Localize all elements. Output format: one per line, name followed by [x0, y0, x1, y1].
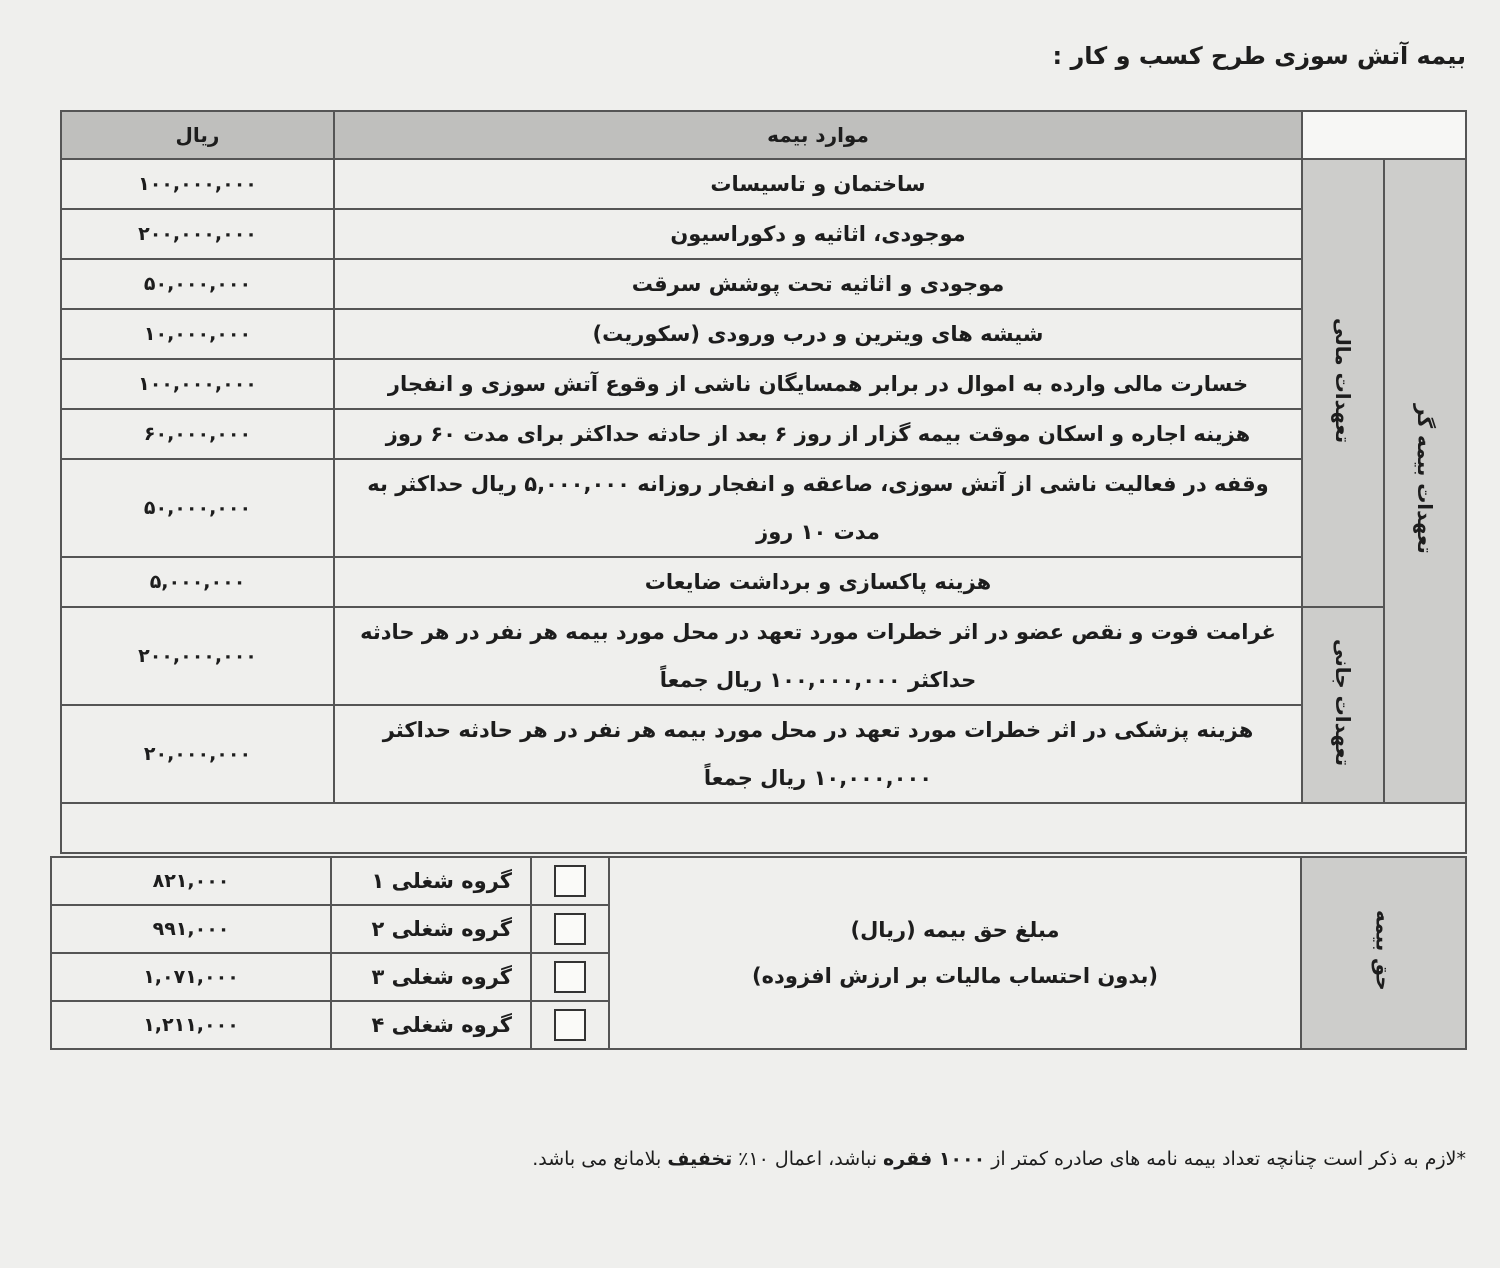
job-group-label: گروه شغلی ۴ — [331, 1001, 531, 1049]
coverage-amount: ۱۰۰,۰۰۰,۰۰۰ — [61, 159, 334, 209]
coverage-item: خسارت مالی وارده به اموال در برابر همسایگان ناشی از وقوع آتش سوزی و انفجار — [334, 359, 1302, 409]
table-row — [61, 159, 1466, 209]
footnote-part2: نباشد، اعمال ۱۰٪ — [732, 1148, 884, 1170]
table-row — [61, 607, 1466, 705]
coverage-item: غرامت فوت و نقص عضو در اثر خطرات مورد تعهد در محل مورد بیمه هر نفر در هر حادثه حداکثر ۱۰۰,۰۰۰,۰۰۰ ریال جمعاً — [334, 607, 1302, 705]
footnote-discount: تخفیف — [667, 1148, 733, 1170]
job-group-label: گروه شغلی ۳ — [331, 953, 531, 1001]
coverage-table — [60, 110, 1467, 854]
job-group-label: گروه شغلی ۲ — [331, 905, 531, 953]
amount-column-header: ریال — [61, 111, 334, 159]
financial-obligations-label: تعهدات مالی — [1302, 159, 1384, 607]
premium-amount: ۹۹۱,۰۰۰ — [51, 905, 331, 953]
job-group-3-checkbox[interactable] — [531, 953, 609, 1001]
table-row — [51, 857, 1466, 905]
coverage-item: هزینه پزشکی در اثر خطرات مورد تعهد در محل مورد بیمه هر نفر در هر حادثه حداکثر ۱۰,۰۰۰,۰۰۰ ریال جمعاً — [334, 705, 1302, 803]
table-row — [61, 557, 1466, 607]
table-row — [61, 359, 1466, 409]
job-group-1-checkbox[interactable] — [531, 857, 609, 905]
coverage-item: هزینه اجاره و اسکان موقت بیمه گزار از روز ۶ بعد از حادثه حداکثر برای مدت ۶۰ روز — [334, 409, 1302, 459]
footnote-part3: بلامانع می باشد. — [532, 1148, 668, 1170]
table-row — [61, 705, 1466, 803]
job-group-2-checkbox[interactable] — [531, 905, 609, 953]
coverage-item: شیشه های ویترین و درب ورودی (سکوریت) — [334, 309, 1302, 359]
coverage-amount: ۵۰,۰۰۰,۰۰۰ — [61, 259, 334, 309]
premium-amount: ۱,۲۱۱,۰۰۰ — [51, 1001, 331, 1049]
premium-description-line2: (بدون احتساب مالیات بر ارزش افزوده) — [752, 964, 1158, 988]
header-corner-cell — [1302, 111, 1466, 159]
coverage-item: موجودی و اثاثیه تحت پوشش سرقت — [334, 259, 1302, 309]
table-row — [61, 309, 1466, 359]
table-row — [61, 459, 1466, 557]
page-title: بیمه آتش سوزی طرح کسب و کار : — [1052, 42, 1466, 70]
table-row — [61, 409, 1466, 459]
coverage-item: موجودی، اثاثیه و دکوراسیون — [334, 209, 1302, 259]
premium-amount: ۱,۰۷۱,۰۰۰ — [51, 953, 331, 1001]
coverage-amount: ۱۰۰,۰۰۰,۰۰۰ — [61, 359, 334, 409]
premium-description-line1: مبلغ حق بیمه (ریال) — [850, 918, 1060, 942]
table-row — [61, 259, 1466, 309]
coverage-amount: ۶۰,۰۰۰,۰۰۰ — [61, 409, 334, 459]
coverage-amount: ۵,۰۰۰,۰۰۰ — [61, 557, 334, 607]
item-column-header: موارد بیمه — [334, 111, 1302, 159]
footnote-part1: *لازم به ذکر است چنانچه تعداد بیمه نامه های صادره کمتر از — [985, 1148, 1466, 1170]
coverage-amount: ۲۰۰,۰۰۰,۰۰۰ — [61, 607, 334, 705]
premium-table — [50, 856, 1467, 1050]
separator-row — [61, 803, 1466, 853]
coverage-item: وقفه در فعالیت ناشی از آتش سوزی، صاعقه و انفجار روزانه ۵,۰۰۰,۰۰۰ ریال حداکثر به مدت ۱۰ روز — [334, 459, 1302, 557]
insurer-obligations-label: تعهدات بیمه گر — [1384, 159, 1466, 803]
coverage-item: هزینه پاکسازی و برداشت ضایعات — [334, 557, 1302, 607]
job-group-label: گروه شغلی ۱ — [331, 857, 531, 905]
premium-amount: ۸۲۱,۰۰۰ — [51, 857, 331, 905]
bodily-obligations-label: تعهدات جانی — [1302, 607, 1384, 803]
footnote — [532, 1148, 1466, 1170]
premium-label: حق بیمه — [1301, 857, 1466, 1049]
job-group-4-checkbox[interactable] — [531, 1001, 609, 1049]
premium-description — [609, 857, 1301, 1049]
coverage-amount: ۲۰,۰۰۰,۰۰۰ — [61, 705, 334, 803]
coverage-amount: ۵۰,۰۰۰,۰۰۰ — [61, 459, 334, 557]
coverage-amount: ۲۰۰,۰۰۰,۰۰۰ — [61, 209, 334, 259]
footnote-count: ۱۰۰۰ فقره — [883, 1148, 986, 1170]
coverage-amount: ۱۰,۰۰۰,۰۰۰ — [61, 309, 334, 359]
coverage-item: ساختمان و تاسیسات — [334, 159, 1302, 209]
table-row — [61, 209, 1466, 259]
